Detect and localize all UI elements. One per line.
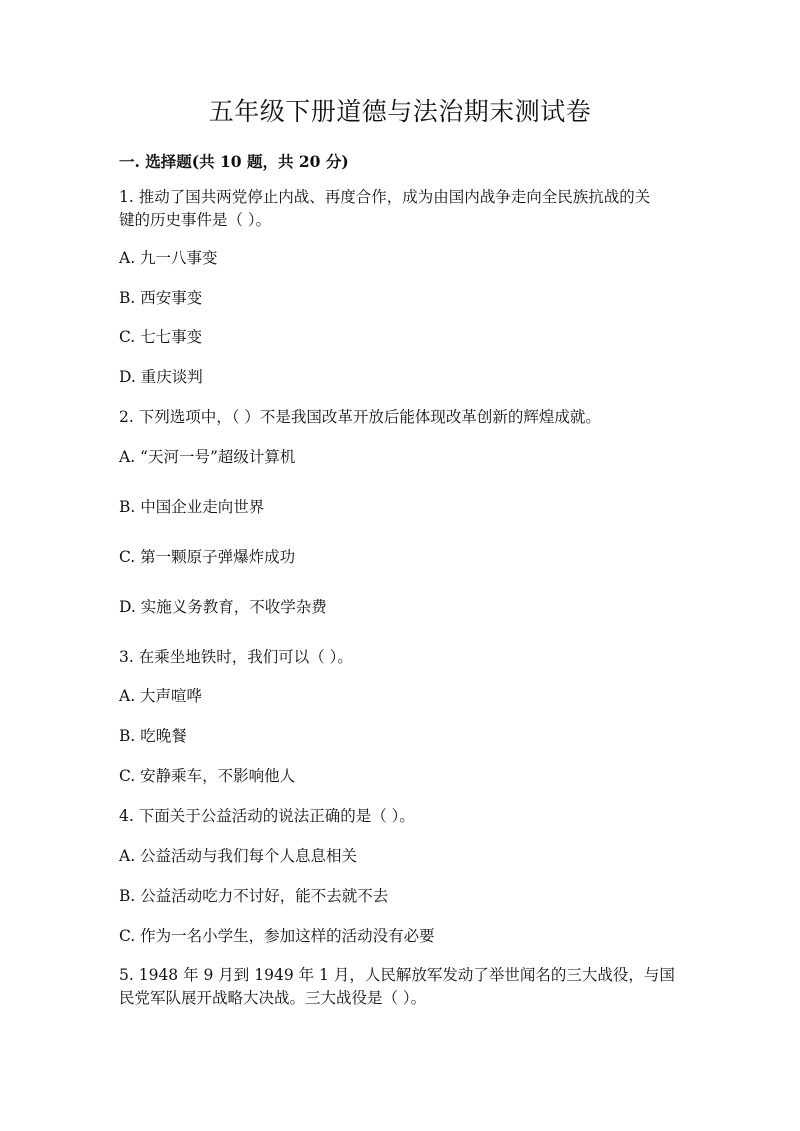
question-4-stem: 4. 下面关于公益活动的说法正确的是（ ）。 xyxy=(119,807,415,825)
document-title: 五年级下册道德与法治期末测试卷 xyxy=(208,97,592,126)
question-3-stem: 3. 在乘坐地铁时，我们可以（ ）。 xyxy=(119,648,353,666)
question-2-option-b: B. 中国企业走向世界 xyxy=(119,498,265,516)
section-heading: 一. 选择题(共 10 题，共 20 分) xyxy=(119,152,349,171)
question-4-option-b: B. 公益活动吃力不讨好，能不去就不去 xyxy=(119,887,389,905)
question-5-stem-line-1: 5. 1948 年 9 月到 1949 年 1 月，人民解放军发动了举世闻名的三大战役，与国 xyxy=(119,966,675,984)
question-2-option-d: D. 实施义务教育，不收学杂费 xyxy=(119,598,327,616)
question-1-option-a: A. 九一八事变 xyxy=(119,249,218,267)
question-2-stem: 2. 下列选项中，（ ）不是我国改革开放后能体现改革创新的辉煌成就。 xyxy=(119,408,601,426)
question-5-stem xyxy=(119,964,679,1010)
question-1-stem-line-2: 键的历史事件是（ ）。 xyxy=(119,211,272,229)
question-3-option-a: A. 大声喧哗 xyxy=(119,687,203,705)
question-1-stem xyxy=(119,186,679,232)
question-4-option-c: C. 作为一名小学生，参加这样的活动没有必要 xyxy=(119,927,435,945)
question-2-option-a: A. “天河一号”超级计算机 xyxy=(119,448,296,466)
question-1-option-d: D. 重庆谈判 xyxy=(119,368,203,386)
question-4-option-a: A. 公益活动与我们每个人息息相关 xyxy=(119,847,358,865)
question-1-option-c: C. 七七事变 xyxy=(119,328,203,346)
question-3-option-c: C. 安静乘车，不影响他人 xyxy=(119,767,296,785)
question-1-stem-line-1: 1. 推动了国共两党停止内战、再度合作，成为由国内战争走向全民族抗战的关 xyxy=(119,188,651,206)
question-5-stem-line-2: 民党军队展开战略大决战。三大战役是（ ）。 xyxy=(119,989,427,1007)
question-3-option-b: B. 吃晚餐 xyxy=(119,727,187,745)
question-2-option-c: C. 第一颗原子弹爆炸成功 xyxy=(119,548,296,566)
question-1-option-b: B. 西安事变 xyxy=(119,289,203,307)
